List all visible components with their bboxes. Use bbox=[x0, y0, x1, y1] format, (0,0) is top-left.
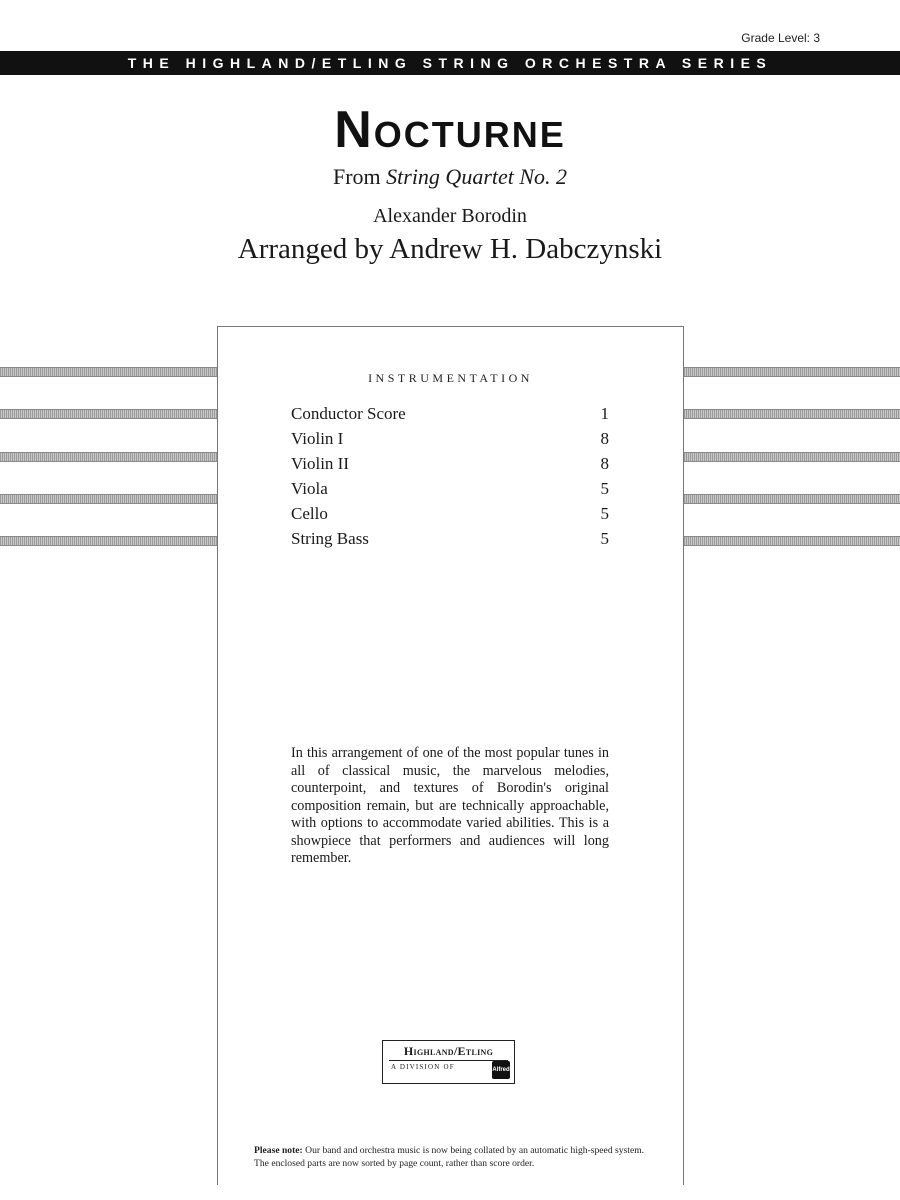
instrument-count: 1 bbox=[600, 404, 609, 423]
instrument-name: Violin II bbox=[291, 454, 349, 473]
staff-line bbox=[684, 367, 900, 377]
staff-line bbox=[684, 452, 900, 462]
composer: Alexander Borodin bbox=[373, 205, 527, 227]
staff-line bbox=[0, 409, 217, 419]
staff-line bbox=[684, 536, 900, 546]
instrument-count: 5 bbox=[600, 479, 609, 498]
page-title: Nocturne bbox=[334, 101, 566, 159]
list-item bbox=[291, 526, 609, 551]
staff-line bbox=[0, 367, 217, 377]
instrument-name: Viola bbox=[291, 479, 328, 498]
staff-line bbox=[0, 494, 217, 504]
staff-line bbox=[684, 409, 900, 419]
staff-line bbox=[0, 452, 217, 462]
arranger: Arranged by Andrew H. Dabczynski bbox=[237, 233, 663, 265]
list-item bbox=[291, 426, 609, 451]
staff-line bbox=[684, 494, 900, 504]
note-label: Please note: bbox=[254, 1145, 303, 1156]
instrument-count: 5 bbox=[600, 529, 609, 548]
description-paragraph: In this arrangement of one of the most popular tunes in all of classical music, the marvelous melodies, counterpoint, and textures of Borodin's original composition remain, but are technically approachable, with options to accommodate varied abilities. This is a showpiece that performers and audiences will long remember. bbox=[291, 745, 609, 866]
instrument-name: Cello bbox=[291, 504, 328, 523]
list-item bbox=[291, 451, 609, 476]
instrument-name: Conductor Score bbox=[291, 404, 406, 423]
source-work: String Quartet No. 2 bbox=[386, 164, 568, 189]
instrument-name: String Bass bbox=[291, 529, 369, 548]
list-item bbox=[291, 501, 609, 526]
publisher-name: Highland/Etling bbox=[403, 1044, 494, 1058]
instrument-count: 8 bbox=[600, 454, 609, 473]
from-prefix: From bbox=[332, 164, 381, 189]
staff-line bbox=[0, 536, 217, 546]
instrument-count: 5 bbox=[600, 504, 609, 523]
publisher-logo bbox=[382, 1040, 515, 1084]
instrumentation-list bbox=[291, 401, 609, 551]
list-item bbox=[291, 401, 609, 426]
logo-divider bbox=[389, 1060, 508, 1061]
series-banner: THE HIGHLAND/ETLING STRING ORCHESTRA SERIES bbox=[0, 51, 900, 75]
alfred-logo-icon: Alfred bbox=[492, 1061, 510, 1079]
publisher-division: A DIVISION OF bbox=[391, 1063, 455, 1071]
instrument-count: 8 bbox=[600, 429, 609, 448]
note-text: Our band and orchestra music is now being collated by an automatic high-speed system. The enclosed parts are now sorted by page count, rather than score order. bbox=[254, 1145, 645, 1169]
list-item bbox=[291, 476, 609, 501]
instrumentation-heading: INSTRUMENTATION bbox=[368, 371, 533, 385]
instrument-name: Violin I bbox=[291, 429, 344, 448]
grade-level: Grade Level: 3 bbox=[741, 31, 820, 45]
collation-note bbox=[254, 1145, 656, 1170]
subtitle bbox=[0, 163, 900, 191]
content-panel bbox=[217, 326, 684, 1185]
